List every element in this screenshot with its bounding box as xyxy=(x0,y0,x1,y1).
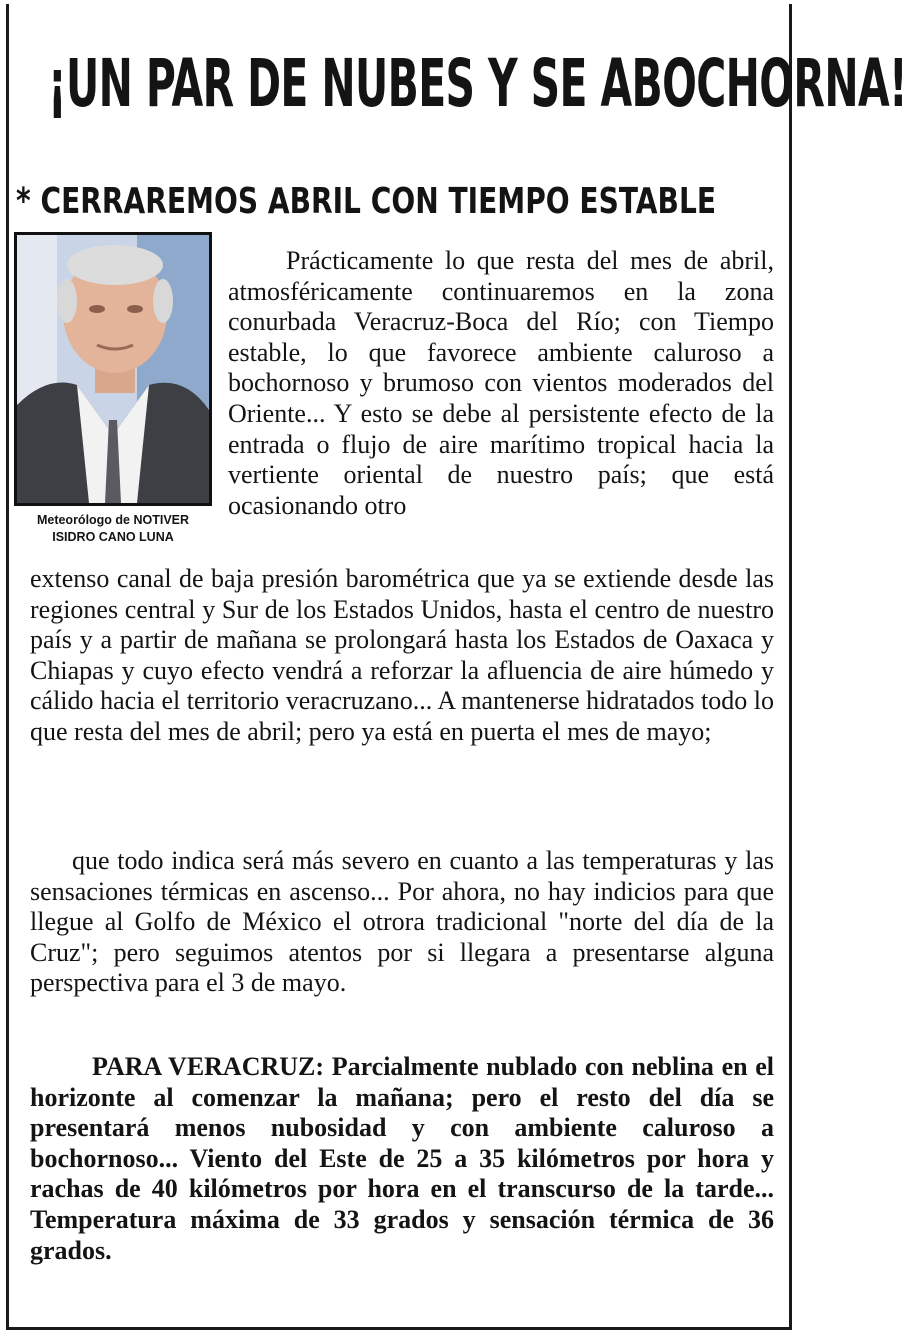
paragraph-forecast: PARA VERACRUZ: Parcialmente nublado con neblina en el horizonte al comenzar la mañana; pero el resto del día se presentará menos nubosidad y con ambiente caluroso a bochornoso... Viento del Este de 25 a 35 kilómetros por hora y rachas de 40 kilómetros por hora en el transcurso de la tarde... Temperatura máxima de 33 grados y sensación térmica de 36 grados. xyxy=(30,1052,774,1265)
paragraph-2: que todo indica será más severo en cuanto a las temperaturas y las sensaciones térmicas en ascenso... Por ahora, no hay indicios para que llegue al Golfo de México el otrora tradicional "norte del día de la Cruz"; pero seguimos atentos por si llegara a presentarse alguna perspectiva para el 3 de mayo. xyxy=(30,846,774,998)
paragraph-1-right: Prácticamente lo que resta del mes de abril, atmosféricamente continuaremos en la zona conurbada Veracruz-Boca del Río; con Tiempo estable, lo que favorece ambiente caluroso a bochornoso y brumoso con vientos moderados del Oriente... Y esto se debe al persistente efecto de la entrada o flujo de aire marítimo tropical hacia la vertiente oriental de nuestro país; que está ocasionando otro xyxy=(228,246,774,520)
caption-name: ISIDRO CANO LUNA xyxy=(52,530,174,544)
headline-container xyxy=(24,14,907,126)
paragraph-1-full: extenso canal de baja presión barométrica que ya se extiende desde las regiones central y Sur de los Estados Unidos, hasta el centro de nuestro país y a partir de mañana se prolongará hasta los Estados de Oaxaca y Chiapas y cuyo efecto vendrá a reforzar la afluencia de aire húmedo y cálido hacia el territorio veracruzano... A mantenerse hidratados todo lo que resta del mes de abril; pero ya está en puerta el mes de mayo; xyxy=(30,564,774,746)
subheadline: * CERRAREMOS ABRIL CON TIEMPO ESTABLE xyxy=(16,181,717,222)
author-photo xyxy=(14,232,212,506)
portrait-photo-icon xyxy=(17,235,209,503)
photo-caption xyxy=(14,512,212,546)
headline: ¡UN PAR DE NUBES Y SE ABOCHORNA! xyxy=(48,45,907,122)
caption-role: Meteorólogo de NOTIVER xyxy=(36,513,190,527)
subheadline-container xyxy=(16,176,766,228)
